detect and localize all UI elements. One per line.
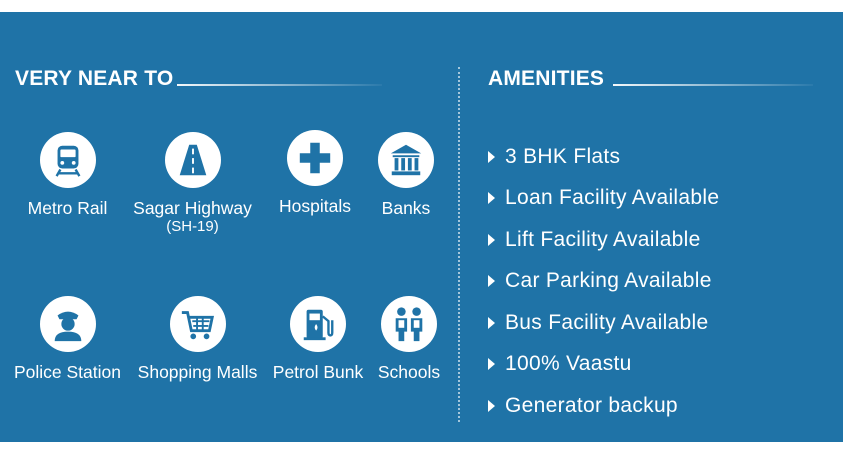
train-icon: [49, 141, 87, 179]
near-item-label: Hospitals: [279, 196, 351, 216]
info-panel: [0, 12, 843, 442]
near-item-shopping-malls: [130, 296, 265, 382]
caret-right-icon: [488, 151, 495, 163]
bank-icon: [387, 141, 425, 179]
caret-right-icon: [488, 317, 495, 329]
caret-right-icon: [488, 192, 495, 204]
amenity-item: Car Parking Available: [488, 261, 719, 303]
highway-icon: [174, 141, 212, 179]
amenity-item: Bus Facility Available: [488, 302, 719, 344]
shopping-cart-icon: [179, 305, 217, 343]
caret-right-icon: [488, 400, 495, 412]
near-heading-rule: [177, 84, 382, 86]
near-item-label: Banks: [381, 198, 431, 218]
students-icon: [390, 305, 428, 343]
amenities-list: [488, 136, 719, 427]
near-item-label: Police Station: [13, 362, 121, 382]
caret-right-icon: [488, 358, 495, 370]
medical-cross-icon: [296, 139, 334, 177]
near-item-banks: [360, 132, 452, 218]
police-officer-icon: [49, 305, 87, 343]
amenity-item: Loan Facility Available: [488, 178, 719, 220]
amenity-item: Generator backup: [488, 385, 719, 427]
near-item-petrol-bunk: [268, 296, 368, 382]
fuel-pump-icon: [299, 305, 337, 343]
near-item-label: Petrol Bunk: [272, 362, 364, 382]
near-item-label: Schools: [377, 362, 441, 382]
near-item-label: Shopping Malls: [137, 362, 258, 382]
caret-right-icon: [488, 275, 495, 287]
amenity-item: 3 BHK Flats: [488, 136, 719, 178]
near-item-metro-rail: [10, 132, 125, 218]
amenities-heading: AMENITIES: [488, 67, 605, 90]
near-heading: VERY NEAR TO: [15, 67, 174, 90]
caret-right-icon: [488, 234, 495, 246]
near-item-schools: [365, 296, 453, 382]
amenities-heading-rule: [613, 84, 813, 86]
bottom-border: [0, 442, 843, 454]
amenity-item: Lift Facility Available: [488, 219, 719, 261]
near-item-sagar-highway: [120, 132, 265, 236]
near-item-sublabel: (SH-19): [166, 218, 219, 235]
near-item-label: Metro Rail: [27, 198, 108, 218]
top-border: [0, 0, 843, 12]
section-divider: [458, 67, 460, 422]
near-item-police-station: [5, 296, 130, 382]
near-item-label: Sagar Highway: [133, 198, 252, 218]
amenity-item: 100% Vaastu: [488, 344, 719, 386]
near-item-hospitals: [265, 130, 365, 216]
